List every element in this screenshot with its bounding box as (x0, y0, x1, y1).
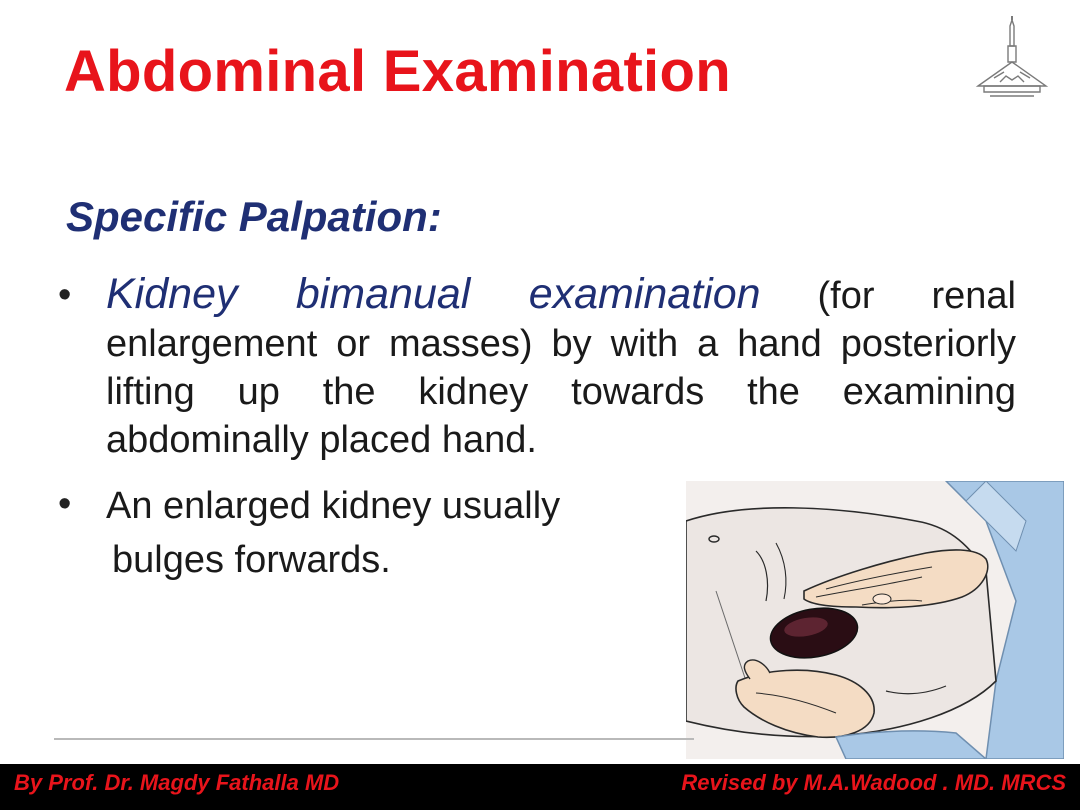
bullet-line-1: An enlarged kidney usually (106, 485, 561, 527)
bullet-dot: • (58, 274, 72, 316)
bullet-dot: • (58, 483, 72, 525)
footer-reviser: Revised by M.A.Wadood . MD. MRCS (681, 770, 1066, 795)
kidney-palpation-illustration (686, 481, 1064, 759)
bullet-text (106, 270, 1016, 464)
footer-author: By Prof. Dr. Magdy Fathalla MD (14, 770, 340, 795)
bullet-emphasis: Kidney bimanual examination (106, 270, 761, 318)
footer-bar (0, 764, 1080, 810)
bullet-detail: (for renal enlargement or masses) by with a hand posteriorly lifting up the kidney towards the examining abdominally placed hand. (106, 275, 1016, 461)
section-heading: Specific Palpation: (66, 193, 442, 240)
slide-title: Abdominal Examination (64, 39, 731, 104)
bullet-line-2: bulges forwards. (112, 539, 391, 581)
university-logo (970, 16, 1054, 100)
divider (54, 738, 694, 740)
bullet-text (106, 479, 666, 587)
